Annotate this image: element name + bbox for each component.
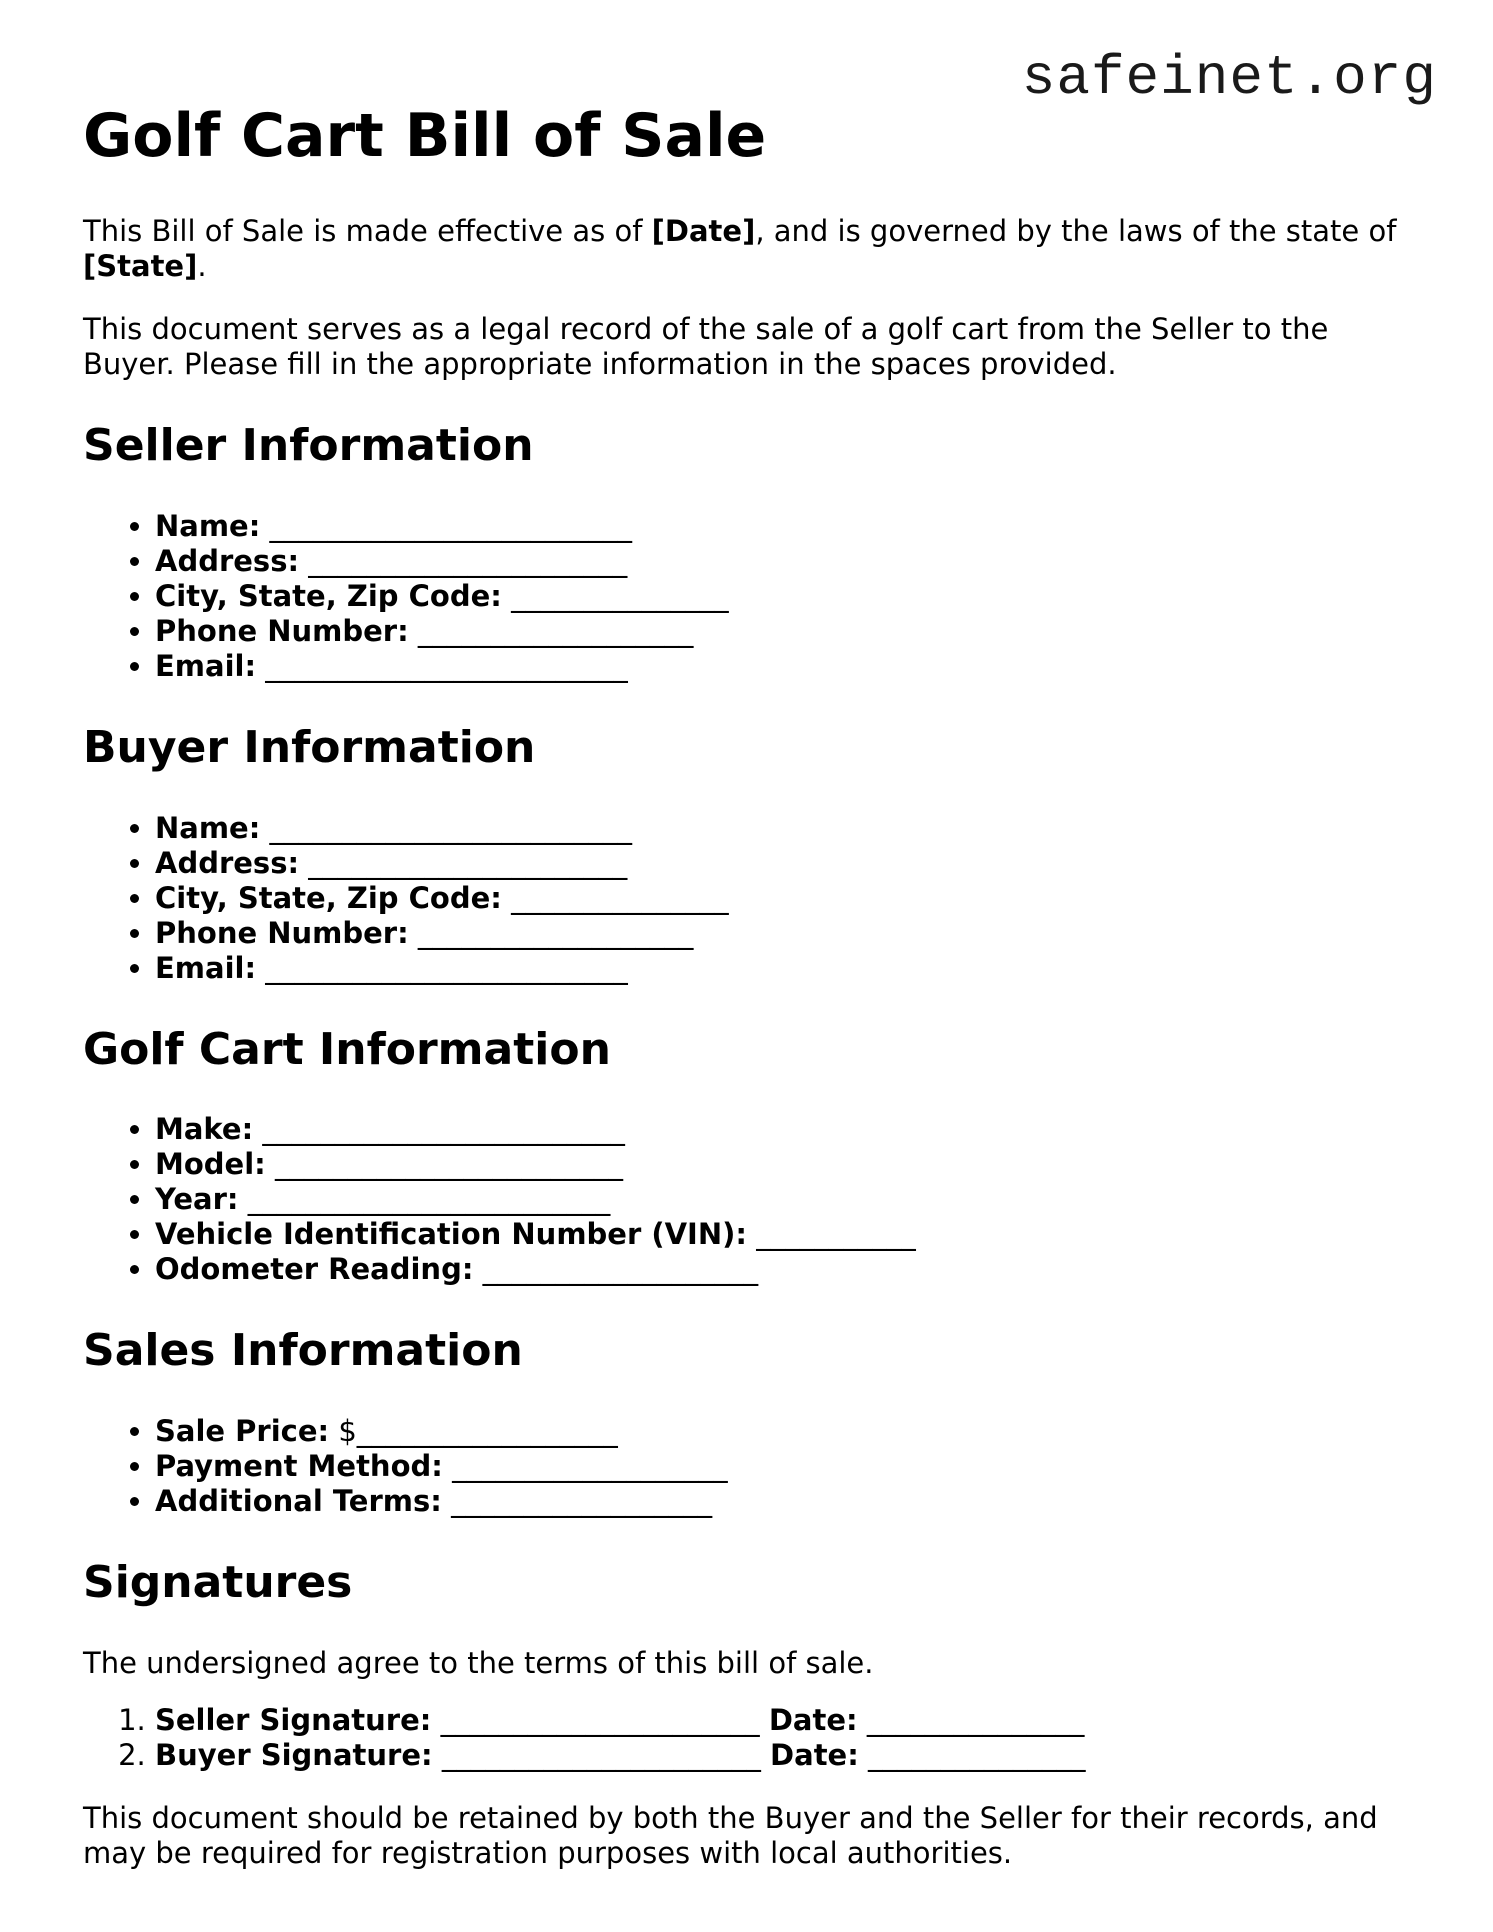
field-label: Additional Terms: [155, 1484, 442, 1519]
cart-odometer-field [155, 1252, 1413, 1287]
seller-heading: Seller Information [83, 420, 534, 471]
buyer-fields [83, 811, 1413, 986]
field-label: Phone Number: [155, 613, 409, 648]
sale-price-field [155, 1414, 1413, 1449]
document-page [83, 100, 1413, 1899]
cart-vin-field [155, 1217, 1413, 1252]
field-blank: ___________________ [417, 613, 694, 648]
intro-text-1: This Bill of Sale is made effective as of [83, 214, 652, 248]
field-blank: _________________________ [265, 648, 628, 683]
field-blank: _______________ [511, 578, 729, 613]
field-blank: _________________________ [265, 950, 628, 985]
field-blank: ___________________ [417, 915, 694, 950]
cart-fields [83, 1112, 1413, 1287]
signature-list [83, 1703, 1413, 1773]
field-label: Email: [155, 648, 257, 683]
signatures-heading: Signatures [83, 1557, 353, 1609]
field-label: Address: [155, 543, 300, 578]
field-blank: ___________________ [452, 1449, 728, 1484]
cart-make-field [155, 1112, 1413, 1147]
field-label: City, State, Zip Code: [155, 578, 502, 613]
intro-paragraph [83, 214, 1413, 284]
intro-text-2: , and is governed by the laws of the state of [755, 214, 1397, 248]
seller-signature-line [155, 1703, 1413, 1738]
payment-method-field [155, 1449, 1413, 1484]
field-blank: $__________________ [338, 1414, 618, 1449]
cart-year-field [155, 1182, 1413, 1217]
additional-terms-field [155, 1484, 1413, 1519]
seller-phone-field [155, 614, 1413, 649]
buyer-signature-line [155, 1738, 1413, 1773]
field-label: Make: [155, 1112, 254, 1147]
cart-model-field [155, 1147, 1413, 1182]
field-label: Sale Price: [155, 1414, 330, 1449]
signature-blank: ______________________ [441, 1737, 761, 1772]
seller-city-field [155, 579, 1413, 614]
sales-fields [83, 1414, 1413, 1519]
field-label: Name: [155, 508, 261, 543]
field-blank: _________________________ [269, 508, 633, 543]
signature-label: Seller Signature: [155, 1702, 432, 1737]
buyer-phone-field [155, 916, 1413, 951]
field-label: Name: [155, 810, 261, 845]
field-label: Email: [155, 950, 257, 985]
field-blank: _________________________ [262, 1112, 625, 1147]
field-label: Odometer Reading: [155, 1252, 474, 1287]
field-blank: ___________ [756, 1217, 916, 1252]
field-blank: _______________ [511, 880, 729, 915]
field-blank: ___________________ [482, 1252, 759, 1287]
seller-address-field [155, 544, 1413, 579]
buyer-address-field [155, 846, 1413, 881]
field-blank: __________________ [451, 1484, 713, 1519]
cart-heading: Golf Cart Information [83, 1023, 611, 1075]
field-blank: _________________________ [269, 810, 633, 845]
buyer-heading: Buyer Information [83, 721, 536, 773]
signature-label: Buyer Signature: [155, 1737, 433, 1772]
intro-text-3: . [197, 249, 207, 283]
buyer-email-field [155, 951, 1413, 986]
field-label: Year: [155, 1182, 239, 1217]
buyer-name-field [155, 811, 1413, 846]
field-label: Address: [155, 845, 300, 880]
date-blank: _______________ [866, 1702, 1085, 1737]
field-blank: ______________________ [308, 543, 628, 578]
field-blank: ______________________ [308, 845, 628, 880]
field-blank: ________________________ [274, 1147, 623, 1182]
field-blank: _________________________ [247, 1182, 611, 1217]
seller-name-field [155, 509, 1413, 544]
field-label: City, State, Zip Code: [155, 880, 502, 915]
purpose-paragraph: This document serves as a legal record of the sale of a golf cart from the Seller to the Buyer. Please fill in the appropriate information in the spaces provided. [83, 312, 1329, 381]
footer-paragraph: This document should be retained by both the Buyer and the Seller for their records, and may be required for registration purposes with local authorities. [83, 1800, 1378, 1870]
watermark: safeinet.org [1021, 46, 1437, 110]
date-label: Date: [770, 1737, 859, 1772]
sales-heading: Sales Information [83, 1325, 523, 1377]
field-label: Model: [155, 1147, 266, 1182]
date-placeholder: [Date] [651, 214, 756, 248]
buyer-city-field [155, 881, 1413, 916]
field-label: Phone Number: [155, 915, 409, 950]
state-placeholder: [State] [83, 249, 198, 283]
signature-blank: ______________________ [440, 1702, 760, 1737]
seller-email-field [155, 649, 1413, 684]
field-label: Payment Method: [155, 1449, 443, 1484]
seller-fields [83, 509, 1413, 684]
field-label: Vehicle Identification Number (VIN): [155, 1217, 747, 1252]
date-label: Date: [768, 1702, 858, 1737]
date-blank: _______________ [868, 1737, 1086, 1772]
signatures-statement: The undersigned agree to the terms of this bill of sale. [83, 1645, 874, 1680]
page-title: Golf Cart Bill of Sale [83, 101, 767, 171]
